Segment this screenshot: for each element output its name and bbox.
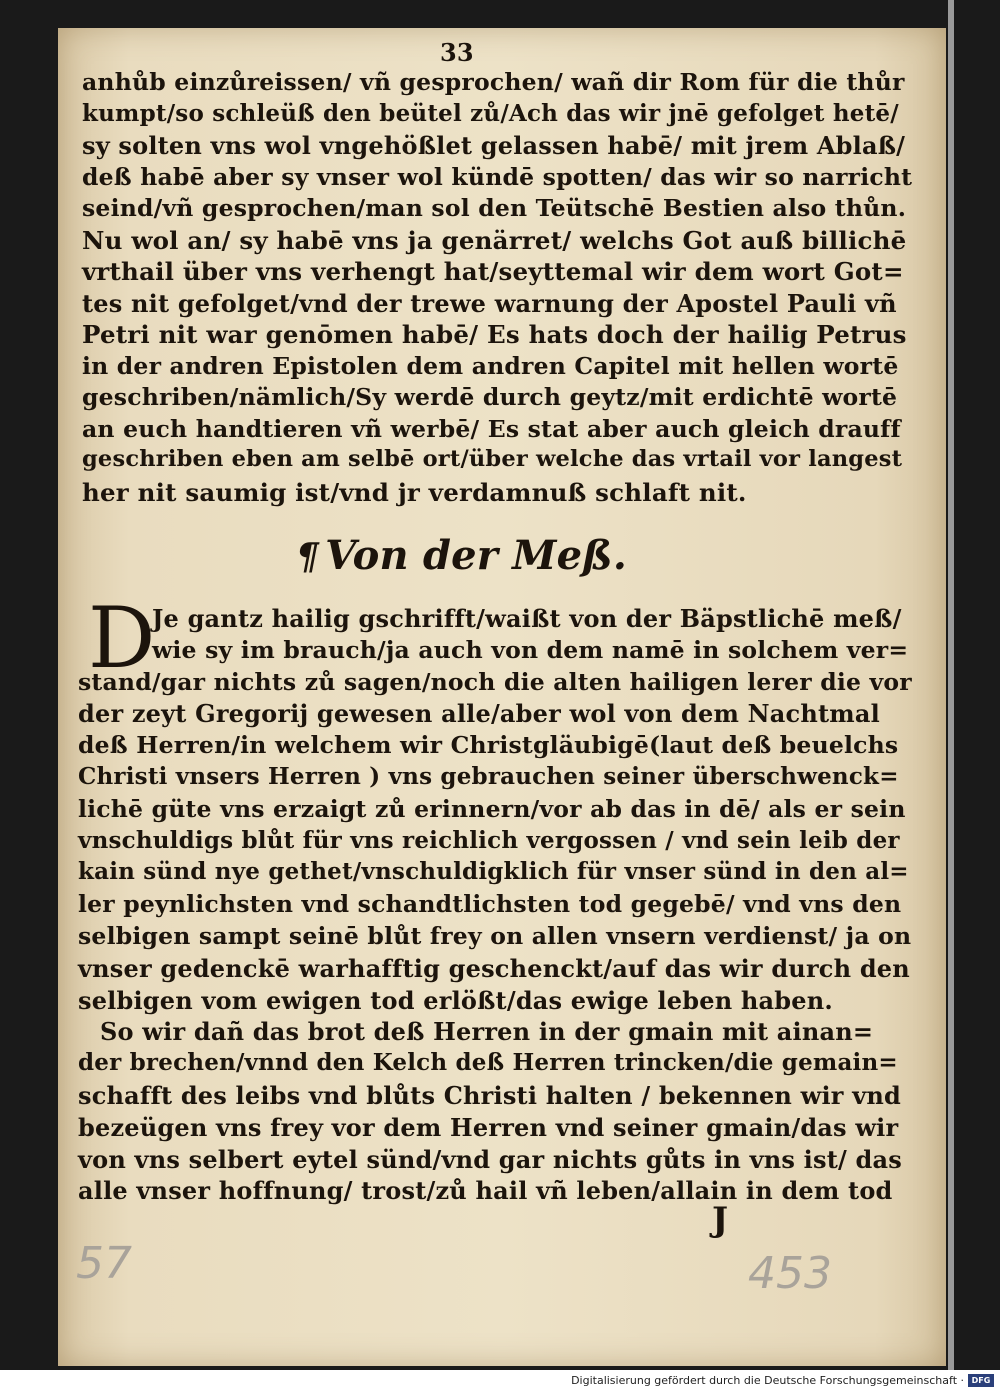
text-line: her nit saumig ist/vnd jr verdamnuß schlaft nit.: [82, 477, 747, 507]
text-line: schafft des leibs vnd blůts Christi halten / bekennen wir vnd: [78, 1081, 901, 1110]
signature-mark: J: [712, 1200, 729, 1240]
page-number: 33: [440, 38, 474, 67]
text-line: der brechen/vnnd den Kelch deß Herren trincken/die gemain=: [78, 1049, 898, 1077]
text-line: Je gantz hailig gschrifft/waißt von der Bäpstlichē meß/: [152, 604, 902, 633]
text-line: stand/gar nichts zů sagen/noch die alten hailigen lerer die vor: [78, 667, 912, 696]
text-line: vnschuldigs blůt für vns reichlich vergossen / vnd sein leib der: [78, 826, 900, 854]
text-line: kumpt/so schleüß den beütel zů/Ach das wir jnē gefolget hetē/: [82, 99, 899, 127]
pencil-note-left: 57: [76, 1238, 132, 1289]
dfg-logo: DFG: [968, 1374, 994, 1387]
text-line: geschriben eben am selbē ort/über welche das vrtail vor langest: [82, 446, 903, 472]
text-line: selbigen sampt seinē blůt frey on allen vnsern verdienst/ ja on: [78, 922, 912, 950]
heading-text: Von der Meß.: [325, 532, 628, 579]
footer-bar: [0, 1370, 1000, 1392]
text-line: vrthail über vns verhengt hat/seyttemal wir dem wort Got=: [82, 257, 904, 286]
text-line: alle vnser hoffnung/ trost/zů hail vñ leben/allain in dem tod: [78, 1176, 893, 1206]
page-edge: [948, 0, 954, 1370]
text-line: kain sünd nye gethet/vnschuldigklich für vnser sünd in den al=: [78, 858, 909, 886]
text-line: ler peynlichsten vnd schandtlichsten tod gegebē/ vnd vns den: [78, 890, 902, 919]
text-line: deß Herren/in welchem wir Christgläubigē(laut deß beuelchs: [78, 731, 899, 760]
text-line: Nu wol an/ sy habē vns ja genärret/ welchs Got auß billichē: [82, 225, 907, 255]
text-line: geschriben/nämlich/Sy werdē durch geytz/mit erdichtē wortē: [82, 383, 898, 411]
text-line: seind/vñ gesprochen/man sol den Teütschē Bestien also thůn.: [82, 194, 907, 222]
text-line: selbigen vom ewigen tod erlößt/das ewige leben haben.: [78, 985, 833, 1015]
pilcrow-mark: ¶: [296, 536, 320, 578]
text-line: sy solten vns wol vngehößlet gelassen habē/ mit jrem Ablaß/: [82, 131, 906, 160]
pencil-note-right: 453: [748, 1248, 832, 1299]
text-line: anhůb einzůreissen/ vñ gesprochen/ wañ dir Rom für die thůr: [82, 68, 905, 96]
text-line: bezeügen vns frey vor dem Herren vnd seiner gmain/das wir: [78, 1112, 899, 1142]
text-line: Petri nit war genōmen habē/ Es hats doch der hailig Petrus: [82, 320, 907, 349]
text-line: So wir dañ das brot deß Herren in der gmain mit ainan=: [100, 1017, 874, 1047]
text-line: an euch handtieren vñ werbē/ Es stat aber auch gleich drauff: [82, 414, 901, 443]
text-line: wie sy im brauch/ja auch von dem namē in solchem ver=: [152, 635, 909, 664]
drop-cap: D: [88, 589, 156, 687]
text-line: vnser gedenckē warhafftig geschenckt/auf das wir durch den: [78, 953, 910, 983]
text-line: lichē güte vns erzaigt zů erinnern/vor ab das in dē/ als er sein: [78, 794, 906, 823]
text-line: in der andren Epistolen dem andren Capitel mit hellen wortē: [82, 351, 899, 380]
text-line: von vns selbert eytel sünd/vnd gar nichts gůts in vns ist/ das: [78, 1144, 902, 1174]
text-line: deß habē aber sy vnser wol kündē spotten/ das wir so narricht: [82, 162, 913, 191]
text-line: der zeyt Gregorij gewesen alle/aber wol von dem Nachtmal: [78, 699, 880, 729]
section-heading: [296, 532, 627, 579]
footer-credit: Digitalisierung gefördert durch die Deutsche Forschungsgemeinschaft ·: [571, 1374, 964, 1387]
text-line: tes nit gefolget/vnd der trewe warnung der Apostel Pauli vñ: [82, 288, 897, 318]
text-line: Christi vnsers Herren ) vns gebrauchen seiner überschwenck=: [78, 763, 899, 790]
